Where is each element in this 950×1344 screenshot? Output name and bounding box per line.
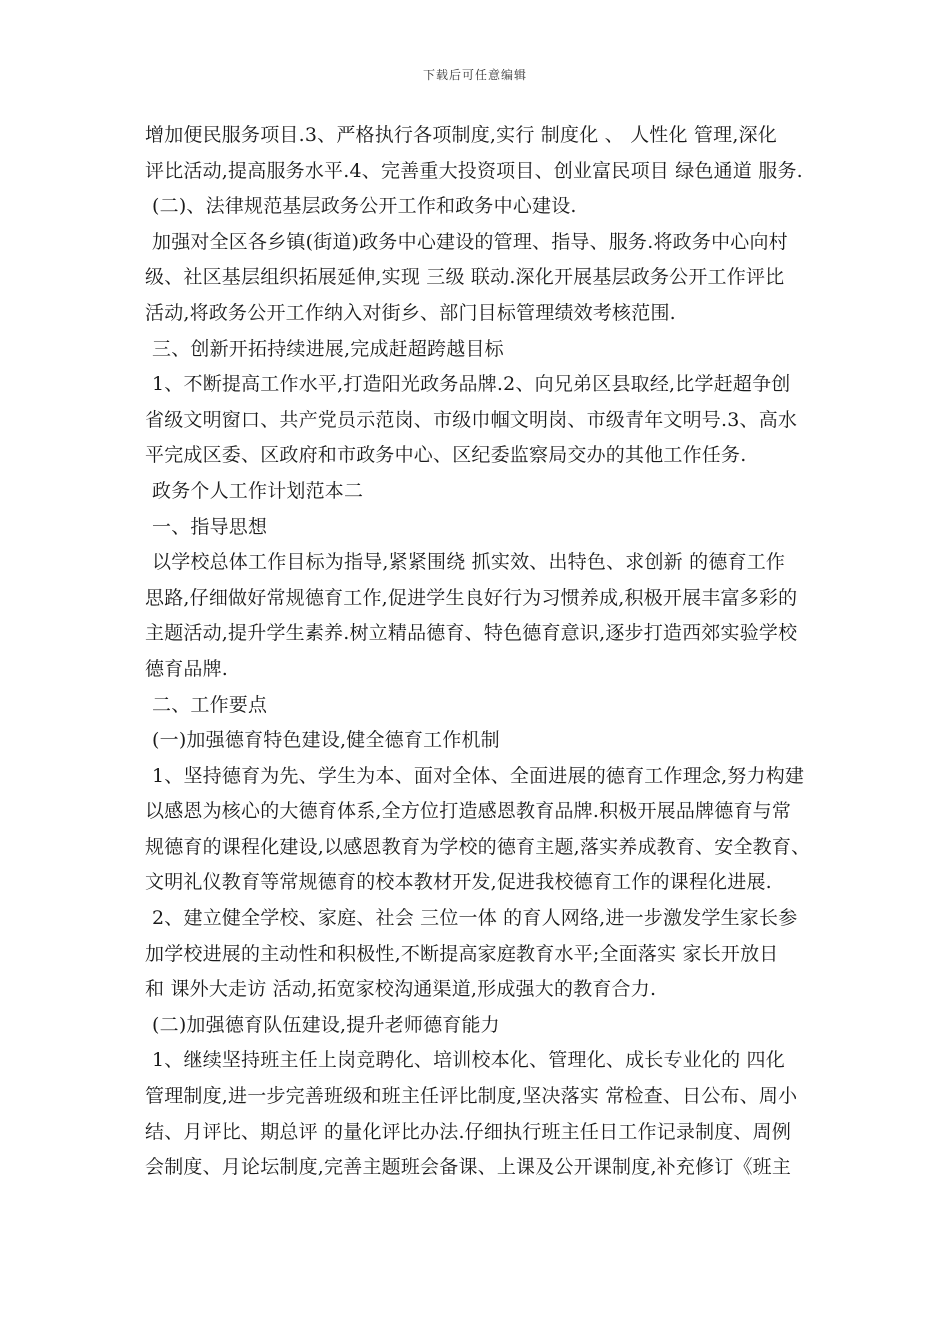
text-line: (二)加强德育队伍建设,提升老师德育能力 — [152, 1013, 500, 1036]
text-line: 评比活动,提高服务水平.4、完善重大投资项目、创业富民项目 绿色通道 服务. — [145, 159, 803, 182]
text-line: 省级文明窗口、共产党员示范岗、市级巾帼文明岗、市级青年文明号.3、高水 — [145, 408, 798, 431]
text-line: 级、社区基层组织拓展延伸,实现 三级 联动.深化开展基层政务公开工作评比 — [145, 266, 785, 289]
text-line: 管理制度,进一步完善班级和班主任评比制度,坚决落实 常检查、日公布、周小 — [145, 1085, 798, 1108]
text-line: 加强对全区各乡镇(街道)政务中心建设的管理、指导、服务.将政务中心向村 — [152, 230, 788, 253]
text-line: 规德育的课程化建设,以感恩教育为学校的德育主题,落实养成教育、安全教育、 — [145, 835, 811, 858]
text-line: 加学校进展的主动性和积极性,不断提高家庭教育水平;全面落实 家长开放日 — [145, 942, 779, 965]
text-line: 二、工作要点 — [152, 693, 268, 716]
text-line: 主题活动,提升学生素养.树立精品德育、特色德育意识,逐步打造西郊实验学校 — [145, 622, 798, 645]
text-line: 文明礼仪教育等常规德育的校本教材开发,促进我校德育工作的课程化进展. — [145, 871, 772, 894]
text-line: 会制度、月论坛制度,完善主题班会备课、上课及公开课制度,补充修订《班主 — [145, 1156, 792, 1179]
text-line: 三、创新开拓持续进展,完成赶超跨越目标 — [152, 337, 504, 360]
text-line: 2、建立健全学校、家庭、社会 三位一体 的育人网络,进一步激发学生家长参 — [152, 907, 798, 930]
text-line: (二)、法律规范基层政务公开工作和政务中心建设. — [152, 195, 577, 218]
text-line: 政务个人工作计划范本二 — [152, 479, 364, 502]
text-line: 1、继续坚持班主任上岗竞聘化、培训校本化、管理化、成长专业化的 四化 — [152, 1049, 785, 1072]
text-line: 以感恩为核心的大德育体系,全方位打造感恩教育品牌.积极开展品牌德育与常 — [145, 800, 792, 823]
text-line: 1、不断提高工作水平,打造阳光政务品牌.2、向兄弟区县取经,比学赶超争创 — [152, 373, 791, 396]
text-line: 增加便民服务项目.3、严格执行各项制度,实行 制度化 、 人性化 管理,深化 — [145, 124, 777, 146]
text-line: 和 课外大走访 活动,拓宽家校沟通渠道,形成强大的教育合力. — [145, 978, 657, 1001]
text-line: 德育品牌. — [145, 657, 229, 680]
document-body — [145, 118, 815, 1186]
text-line: 以学校总体工作目标为指导,紧紧围绕 抓实效、出特色、求创新 的德育工作 — [152, 551, 786, 574]
text-line: 平完成区委、区政府和市政务中心、区纪委监察局交办的其他工作任务. — [145, 444, 747, 467]
text-line: (一)加强德育特色建设,健全德育工作机制 — [152, 729, 500, 752]
text-line: 结、月评比、期总评 的量化评比办法.仔细执行班主任日工作记录制度、周例 — [145, 1120, 792, 1143]
text-line: 活动,将政务公开工作纳入对街乡、部门目标管理绩效考核范围. — [145, 301, 676, 324]
text-line: 思路,仔细做好常规德育工作,促进学生良好行为习惯养成,积极开展丰富多彩的 — [145, 586, 798, 609]
text-line: 1、坚持德育为先、学生为本、面对全体、全面进展的德育工作理念,努力构建 — [152, 764, 805, 787]
text-line: 一、指导思想 — [152, 515, 268, 538]
page-header: 下载后可任意编辑 — [422, 68, 527, 82]
